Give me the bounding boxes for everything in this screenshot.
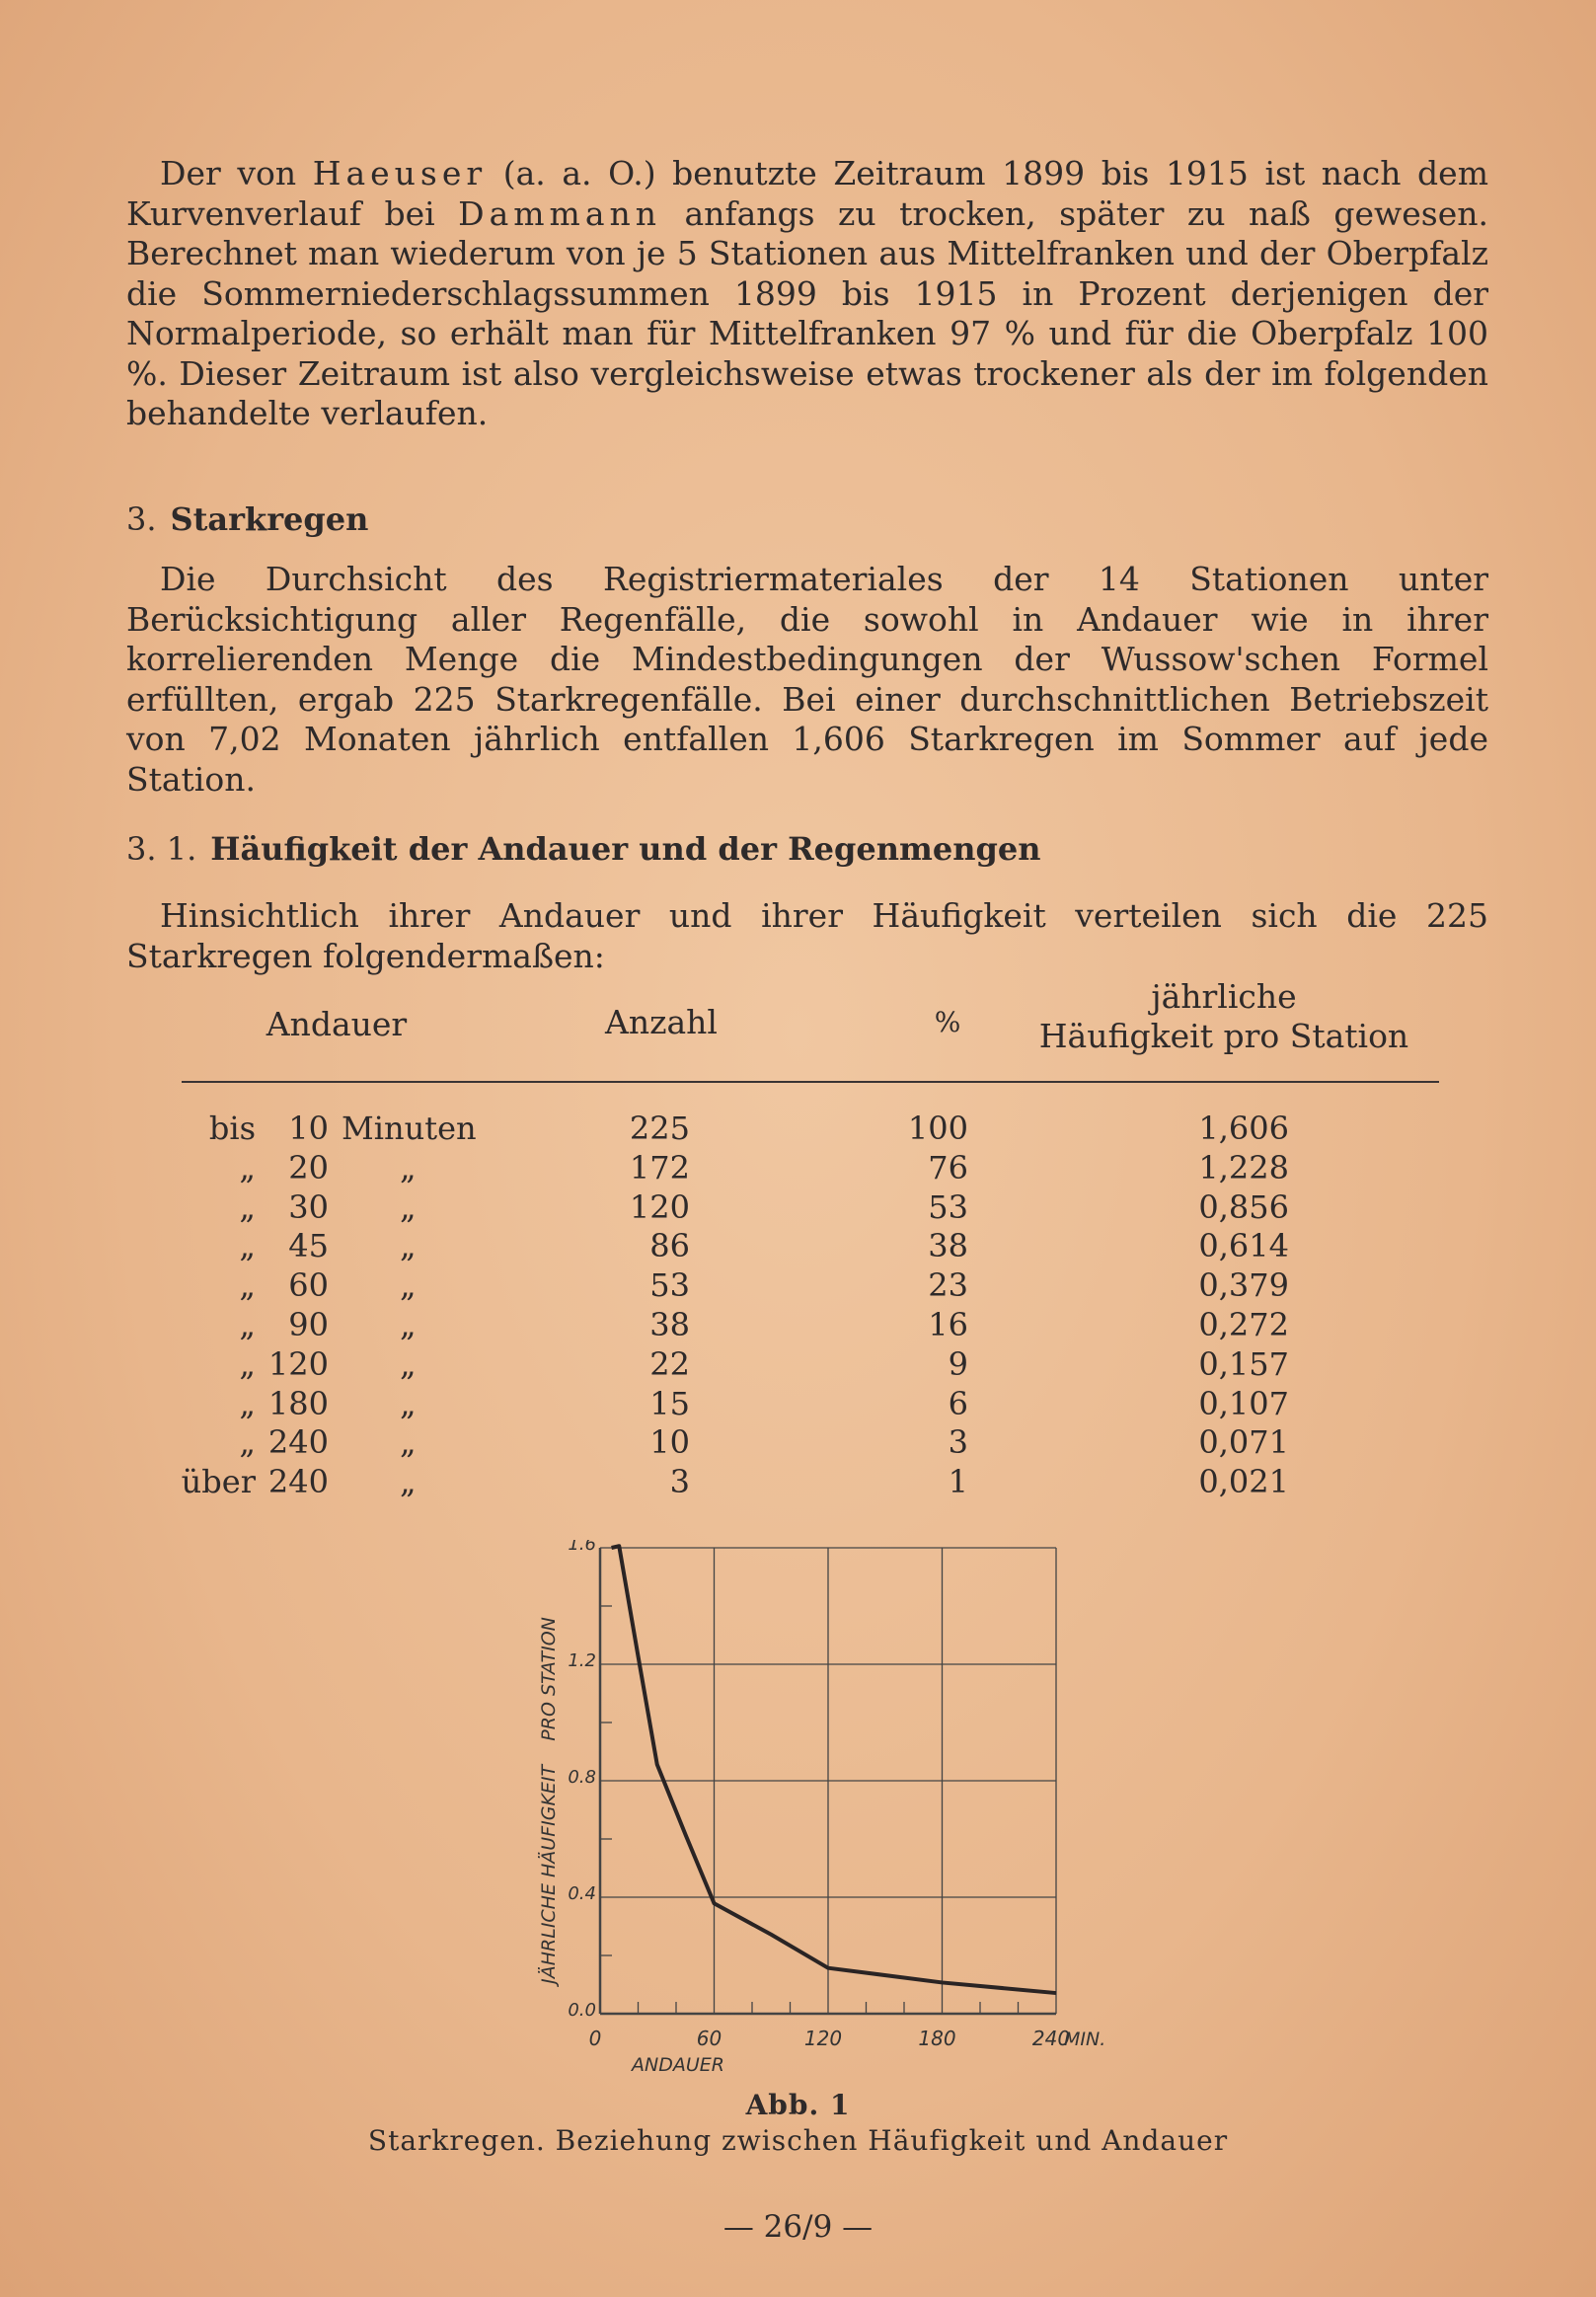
anzahl-cell: 10 [649, 1423, 690, 1462]
percent-cell: 6 [948, 1384, 968, 1422]
andauer-prefix: bis [208, 1110, 256, 1147]
andauer-prefix: „ [239, 1227, 256, 1265]
percent-cell: 16 [928, 1306, 968, 1343]
x-tick-label: 0 [588, 2027, 602, 2050]
y-axis-label: JÄHRLICHE HÄUFIGKEIT PRO STATION [538, 1617, 560, 1984]
section-3-1-number: 3. 1. [126, 830, 197, 868]
chart-svg [523, 1540, 1115, 2093]
figure-caption: Starkregen. Beziehung zwischen Häufigkeit und Andauer [367, 2124, 1229, 2157]
andauer-unit: „ [400, 1463, 417, 1501]
x-tick-label: 60 [696, 2027, 722, 2050]
anzahl-cell: 15 [649, 1384, 690, 1422]
andauer-prefix: „ [239, 1344, 256, 1383]
anzahl-cell: 3 [669, 1463, 690, 1501]
intro-text-1: Der von [160, 154, 313, 192]
frequency-cell: 0,379 [1198, 1266, 1289, 1305]
andauer-unit: Minuten [342, 1110, 477, 1147]
y-tick-label: 1.6 [568, 1540, 596, 1555]
section-3-heading [126, 500, 368, 538]
page-number: — 26/9 — [722, 2209, 874, 2245]
andauer-minutes: 10 [288, 1110, 329, 1147]
table-row [0, 1423, 1596, 1463]
table-row [0, 1188, 1596, 1228]
frequency-cell: 0,272 [1198, 1306, 1289, 1343]
section-3-number: 3. [126, 500, 157, 538]
table-row [0, 1266, 1596, 1306]
x-tick-label: 120 [803, 2027, 843, 2050]
series-line-0 [612, 1546, 1056, 1993]
x-axis-label: ANDAUER [632, 2054, 724, 2076]
y-tick-label: 0.0 [568, 2000, 596, 2021]
andauer-prefix: „ [239, 1266, 256, 1305]
percent-cell: 38 [928, 1227, 968, 1265]
percent-cell: 9 [948, 1344, 968, 1383]
percent-cell: 76 [928, 1148, 968, 1187]
frequency-cell: 0,071 [1198, 1423, 1289, 1462]
andauer-prefix: „ [239, 1187, 256, 1226]
anzahl-cell: 225 [629, 1110, 690, 1147]
header-percent: % [934, 1006, 961, 1038]
andauer-minutes: 60 [288, 1266, 329, 1305]
andauer-minutes: 90 [288, 1306, 329, 1343]
andauer-minutes: 240 [267, 1423, 329, 1462]
percent-cell: 53 [928, 1187, 968, 1226]
section-3-paragraph [126, 560, 1488, 800]
andauer-prefix: „ [239, 1423, 256, 1462]
frequency-cell: 0,107 [1198, 1384, 1289, 1422]
section-3-text: Die Durchsicht des Registriermateriales der 14 Stationen unter Berücksichtigung aller Regenfälle, die sowohl in Andauer wie in ihrer korrelierenden Menge die Mindestbedingungen der Wussow'schen Formel erfüllten, ergab 225 Starkregenfälle. Bei einer durchschnittlichen Betriebszeit von 7,02 Monaten jährlich entfallen 1,606 Starkregen im Sommer auf jede Station. [126, 560, 1488, 799]
x-unit-label: MIN. [1064, 2029, 1106, 2050]
andauer-unit: „ [400, 1266, 417, 1305]
andauer-minutes: 20 [288, 1148, 329, 1187]
andauer-unit: „ [400, 1187, 417, 1226]
author-name-haeuser: Haeuser [312, 154, 488, 192]
percent-cell: 23 [928, 1266, 968, 1305]
frequency-cell: 1,228 [1198, 1148, 1289, 1187]
table-row [0, 1227, 1596, 1266]
frequency-cell: 0,614 [1198, 1227, 1289, 1265]
table-rule [182, 1081, 1439, 1083]
anzahl-cell: 22 [649, 1344, 690, 1383]
andauer-unit: „ [400, 1423, 417, 1462]
y-tick-label: 0.4 [568, 1883, 596, 1904]
anzahl-cell: 172 [629, 1148, 690, 1187]
author-name-dammann: Dammann [458, 193, 662, 233]
section-3-1-text: Hinsichtlich ihrer Andauer und ihrer Häufigkeit verteilen sich die 225 Starkregen folgendermaßen: [126, 896, 1488, 975]
table-row [0, 1345, 1596, 1385]
frequency-cell: 0,856 [1198, 1187, 1289, 1226]
frequency-cell: 1,606 [1198, 1110, 1289, 1147]
intro-text-2: (a. a. O.) benutzte Zeitraum 1899 bis 1915 ist nach dem Kurvenverlauf bei [126, 154, 1488, 233]
andauer-unit: „ [400, 1227, 417, 1265]
andauer-prefix: „ [239, 1148, 256, 1187]
andauer-minutes: 30 [288, 1187, 329, 1226]
andauer-unit: „ [400, 1148, 417, 1187]
intro-text-3: anfangs zu trocken, später zu naß gewesen. Berechnet man wiederum von je 5 Stationen aus Mittelfranken und der Oberpfalz die Sommerniederschlagssummen 1899 bis 1915 in Prozent derjenigen der Normalperiode, so erhält man für Mittelfranken 97 % und für die Oberpfalz 100 %. Dieser Zeitraum ist also vergleichsweise etwas trockener als der im folgenden behandelte verlaufen. [126, 193, 1489, 432]
percent-cell: 1 [948, 1463, 968, 1501]
andauer-minutes: 240 [267, 1463, 329, 1501]
andauer-minutes: 45 [288, 1227, 329, 1265]
anzahl-cell: 38 [649, 1306, 690, 1343]
table-row [0, 1110, 1596, 1149]
andauer-prefix: über [181, 1463, 256, 1501]
anzahl-cell: 53 [649, 1266, 690, 1305]
frequency-cell: 0,157 [1198, 1344, 1289, 1383]
anzahl-cell: 86 [649, 1227, 690, 1265]
table-row [0, 1385, 1596, 1424]
anzahl-cell: 120 [629, 1187, 690, 1226]
andauer-prefix: „ [239, 1384, 256, 1422]
section-3-1-paragraph [126, 896, 1488, 976]
y-tick-label: 0.8 [568, 1767, 596, 1788]
section-3-title: Starkregen [170, 500, 369, 538]
table-row [0, 1463, 1596, 1502]
chart-figure [523, 1540, 1115, 2093]
andauer-minutes: 180 [267, 1384, 329, 1422]
figure-label: Abb. 1 [745, 2089, 851, 2121]
header-freq-line2: Häufigkeit pro Station [1038, 1017, 1409, 1055]
header-anzahl: Anzahl [605, 1003, 718, 1041]
x-tick-label: 240 [1031, 2027, 1071, 2050]
andauer-unit: „ [400, 1344, 417, 1383]
table-row [0, 1306, 1596, 1345]
table-row [0, 1149, 1596, 1188]
andauer-prefix: „ [239, 1306, 256, 1343]
section-3-1-title: Häufigkeit der Andauer und der Regenmengen [210, 830, 1041, 868]
percent-cell: 100 [907, 1110, 968, 1147]
header-freq-line1: jährliche [1151, 977, 1297, 1016]
andauer-minutes: 120 [267, 1344, 329, 1383]
frequency-cell: 0,021 [1198, 1463, 1289, 1501]
section-3-1-heading [126, 830, 1041, 868]
y-tick-label: 1.2 [568, 1650, 596, 1671]
intro-paragraph [126, 154, 1488, 434]
andauer-unit: „ [400, 1306, 417, 1343]
percent-cell: 3 [948, 1423, 968, 1462]
andauer-unit: „ [400, 1384, 417, 1422]
x-tick-label: 180 [918, 2027, 956, 2050]
header-andauer: Andauer [266, 1005, 408, 1043]
